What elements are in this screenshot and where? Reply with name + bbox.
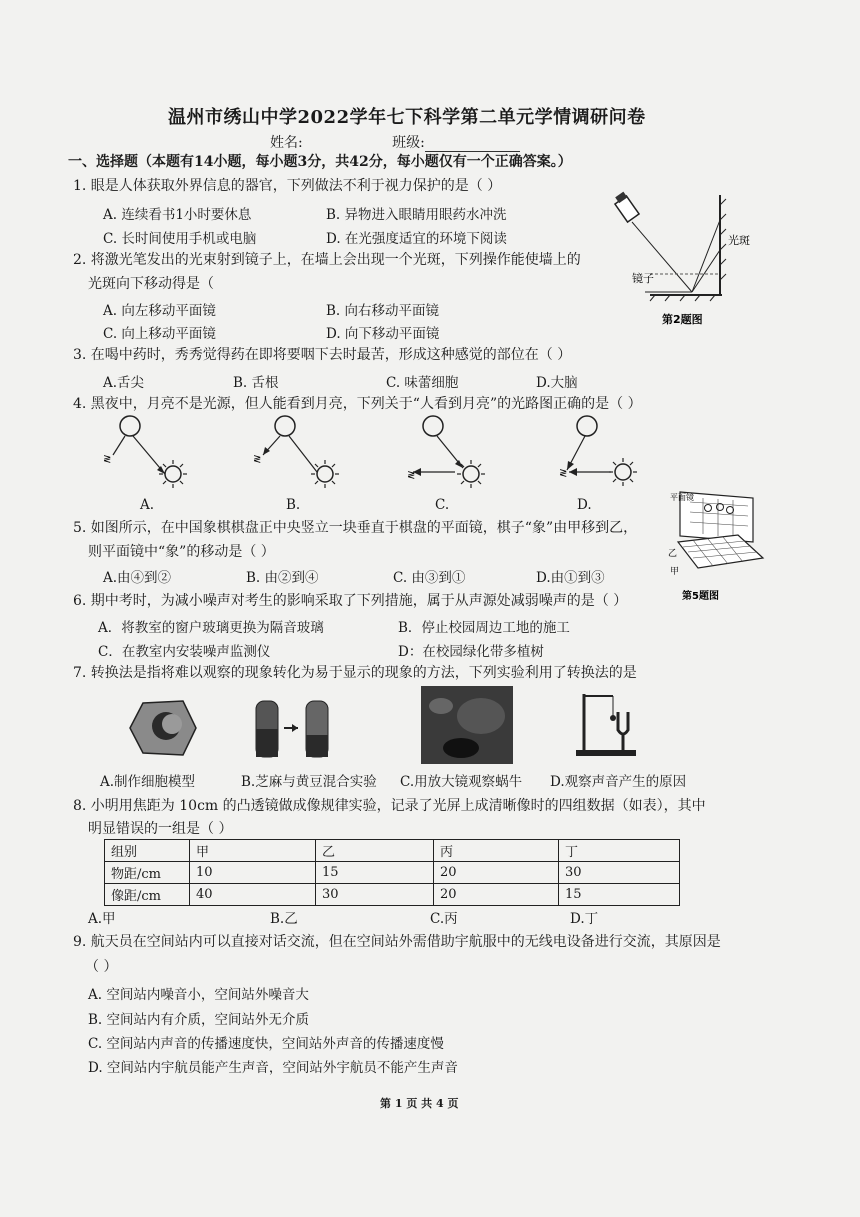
table-header-cell: 甲: [190, 840, 316, 862]
q8-option-d: D.丁: [570, 911, 599, 927]
q1-option-b: B. 异物进入眼睛用眼药水冲洗: [326, 207, 507, 223]
fig2-caption: 第2题图: [662, 313, 703, 326]
table-cell: 20: [434, 862, 559, 884]
class-label: 班级:: [392, 135, 425, 151]
sun-icon: [317, 466, 333, 482]
q9-option-d: D. 空间站内宇航员能产生声音，空间站外宇航员不能产生声音: [88, 1060, 458, 1076]
q6-option-d: D：在校园绿化带多植树: [398, 644, 544, 660]
table-header-cell: 丙: [434, 840, 559, 862]
q3-option-c: C. 味蕾细胞: [386, 375, 459, 391]
exam-title: 温州市绣山中学2022学年七下科学第二单元学情调研问卷: [168, 107, 646, 128]
q7-image-tuning-fork: [568, 688, 648, 760]
q4-option-c: C.: [435, 497, 450, 513]
eye-icon: ≷: [407, 470, 416, 481]
q7-option-a: A.制作细胞模型: [100, 774, 196, 790]
student-info: [270, 134, 520, 152]
q9-option-c: C. 空间站内声音的传播速度快，空间站外声音的传播速度慢: [88, 1036, 444, 1052]
fig2-mirror-label: 镜子: [632, 272, 654, 285]
q1-option-a: A. 连续看书1小时要休息: [103, 207, 252, 223]
q4-figure-c: [405, 412, 505, 502]
q3-stem: 3. 在喝中药时，秀秀觉得药在即将要咽下去时最苦，形成这种感觉的部位在（ ）: [73, 347, 572, 363]
q5-stem-line1: 5. 如图所示，在中国象棋棋盘正中央竖立一块垂直于棋盘的平面镜，棋子“象”由甲移到乙，: [73, 520, 638, 536]
q7-image-mixing-experiment: [252, 695, 336, 761]
q3-option-b: B. 舌根: [233, 375, 279, 391]
q1-option-d: D. 在光强度适宜的环境下阅读: [326, 231, 507, 247]
q4-figure-a: [95, 412, 195, 502]
fig5-mirror-label: 平面镜: [670, 493, 694, 502]
eye-icon: ≷: [253, 454, 262, 465]
q2-stem-line1: 2. 将激光笔发出的光束射到镜子上，在墙上会出现一个光斑，下列操作能使墙上的: [73, 252, 581, 268]
table-cell: 40: [190, 884, 316, 906]
q5-option-d: D.由①到③: [536, 570, 605, 586]
q3-option-d: D.大脑: [536, 375, 578, 391]
table-header-cell: 组别: [105, 840, 190, 862]
q7-image-snail-photo: [421, 686, 513, 764]
table-row: [105, 862, 680, 884]
q5-option-b: B. 由②到④: [246, 570, 319, 586]
q4-stem: 4. 黑夜中，月亮不是光源，但人能看到月亮，下列关于“人看到月亮”的光路图正确的是（ ）: [73, 396, 642, 412]
q7-stem: 7. 转换法是指将难以观察的现象转化为易于显示的现象的方法，下列实验利用了转换法的是: [73, 665, 637, 681]
q8-stem-line2: 明显错误的一组是（ ）: [88, 821, 233, 837]
table-cell: 30: [559, 862, 680, 884]
q1-stem: 1. 眼是人体获取外界信息的器官，下列做法不利于视力保护的是（ ）: [73, 178, 502, 194]
q8-option-c: C.丙: [430, 911, 458, 927]
sun-icon: [165, 466, 181, 482]
q4-figure-b: [245, 412, 345, 502]
q5-stem-line2: 则平面镜中“象”的移动是（ ）: [88, 544, 275, 560]
table-cell: 10: [190, 862, 316, 884]
name-field: [303, 140, 388, 152]
fig5-jia-label: 甲: [670, 567, 680, 577]
q8-option-a: A.甲: [88, 911, 116, 927]
laser-pointer-icon: [615, 192, 639, 222]
q4-figure-d: [555, 412, 655, 502]
page-number: 第 1 页 共 4 页: [380, 1097, 459, 1110]
eye-icon: ≷: [559, 468, 568, 479]
q5-option-c: C. 由③到①: [393, 570, 466, 586]
table-header-cell: 丁: [559, 840, 680, 862]
q5-option-a: A.由④到②: [103, 570, 172, 586]
q6-option-c: C．在教室内安装噪声监测仪: [98, 644, 271, 660]
class-field: [425, 137, 520, 152]
name-label: 姓名:: [270, 135, 303, 151]
q8-data-table: [104, 839, 680, 906]
q6-stem: 6. 期中考时，为减小噪声对考生的影响采取了下列措施，属于从声源处减弱噪声的是（ ）: [73, 593, 628, 609]
q8-option-b: B.乙: [270, 911, 298, 927]
q5-figure: [668, 490, 768, 608]
fig2-spot-label: 光斑: [728, 234, 750, 247]
table-header-cell: 乙: [316, 840, 434, 862]
table-row: [105, 884, 680, 906]
q3-option-a: A.舌尖: [103, 375, 145, 391]
table-cell: 15: [559, 884, 680, 906]
wall-hatch: [650, 199, 726, 301]
q7-option-c: C.用放大镜观察蜗牛: [400, 774, 523, 790]
q2-option-a: A. 向左移动平面镜: [103, 303, 216, 319]
fig5-yi-label: 乙: [668, 549, 678, 559]
table-cell: 15: [316, 862, 434, 884]
q2-figure: [610, 190, 760, 330]
section-heading: 一、选择题（本题有14小题，每小题3分，共42分，每小题仅有一个正确答案。）: [68, 154, 572, 170]
fig5-caption: 第5题图: [682, 591, 719, 602]
q8-stem-line1: 8. 小明用焦距为 10cm 的凸透镜做成像规律实验，记录了光屏上成清晰像时的四组数据（如表），其中: [73, 798, 706, 814]
q7-option-b: B.芝麻与黄豆混合实验: [241, 774, 377, 790]
q2-option-c: C. 向上移动平面镜: [103, 326, 216, 342]
moon-icon: [275, 416, 295, 436]
table-cell: 30: [316, 884, 434, 906]
moon-icon: [577, 416, 597, 436]
q1-option-c: C. 长时间使用手机或电脑: [103, 231, 257, 247]
moon-icon: [423, 416, 443, 436]
moon-icon: [120, 416, 140, 436]
table-cell: 像距/cm: [105, 884, 190, 906]
q7-image-cell-model: [128, 698, 198, 758]
table-cell: 20: [434, 884, 559, 906]
eye-icon: ≷: [103, 454, 112, 465]
q9-option-b: B. 空间站内有介质，空间站外无介质: [88, 1012, 310, 1028]
table-cell: 物距/cm: [105, 862, 190, 884]
q4-option-a: A.: [140, 497, 155, 513]
sun-icon: [463, 466, 479, 482]
q6-option-a: A．将教室的窗户玻璃更换为隔音玻璃: [98, 620, 324, 636]
table-header-row: [105, 840, 680, 862]
q7-option-d: D.观察声音产生的原因: [550, 774, 687, 790]
q9-stem: 9. 航天员在空间站内可以直接对话交流，但在空间站外需借助宇航服中的无线电设备进行交流，其原因是: [73, 934, 721, 950]
q4-option-d: D.: [577, 497, 592, 513]
q2-option-b: B. 向右移动平面镜: [326, 303, 440, 319]
sun-icon: [615, 464, 631, 480]
q4-option-b: B.: [286, 497, 301, 513]
q9-option-a: A. 空间站内噪音小，空间站外噪音大: [88, 987, 309, 1003]
q2-stem-line2: 光斑向下移动得是（: [88, 276, 214, 292]
q9-paren: （ ）: [85, 959, 118, 975]
q6-option-b: B．停止校园周边工地的施工: [398, 620, 570, 636]
q2-option-d: D. 向下移动平面镜: [326, 326, 440, 342]
